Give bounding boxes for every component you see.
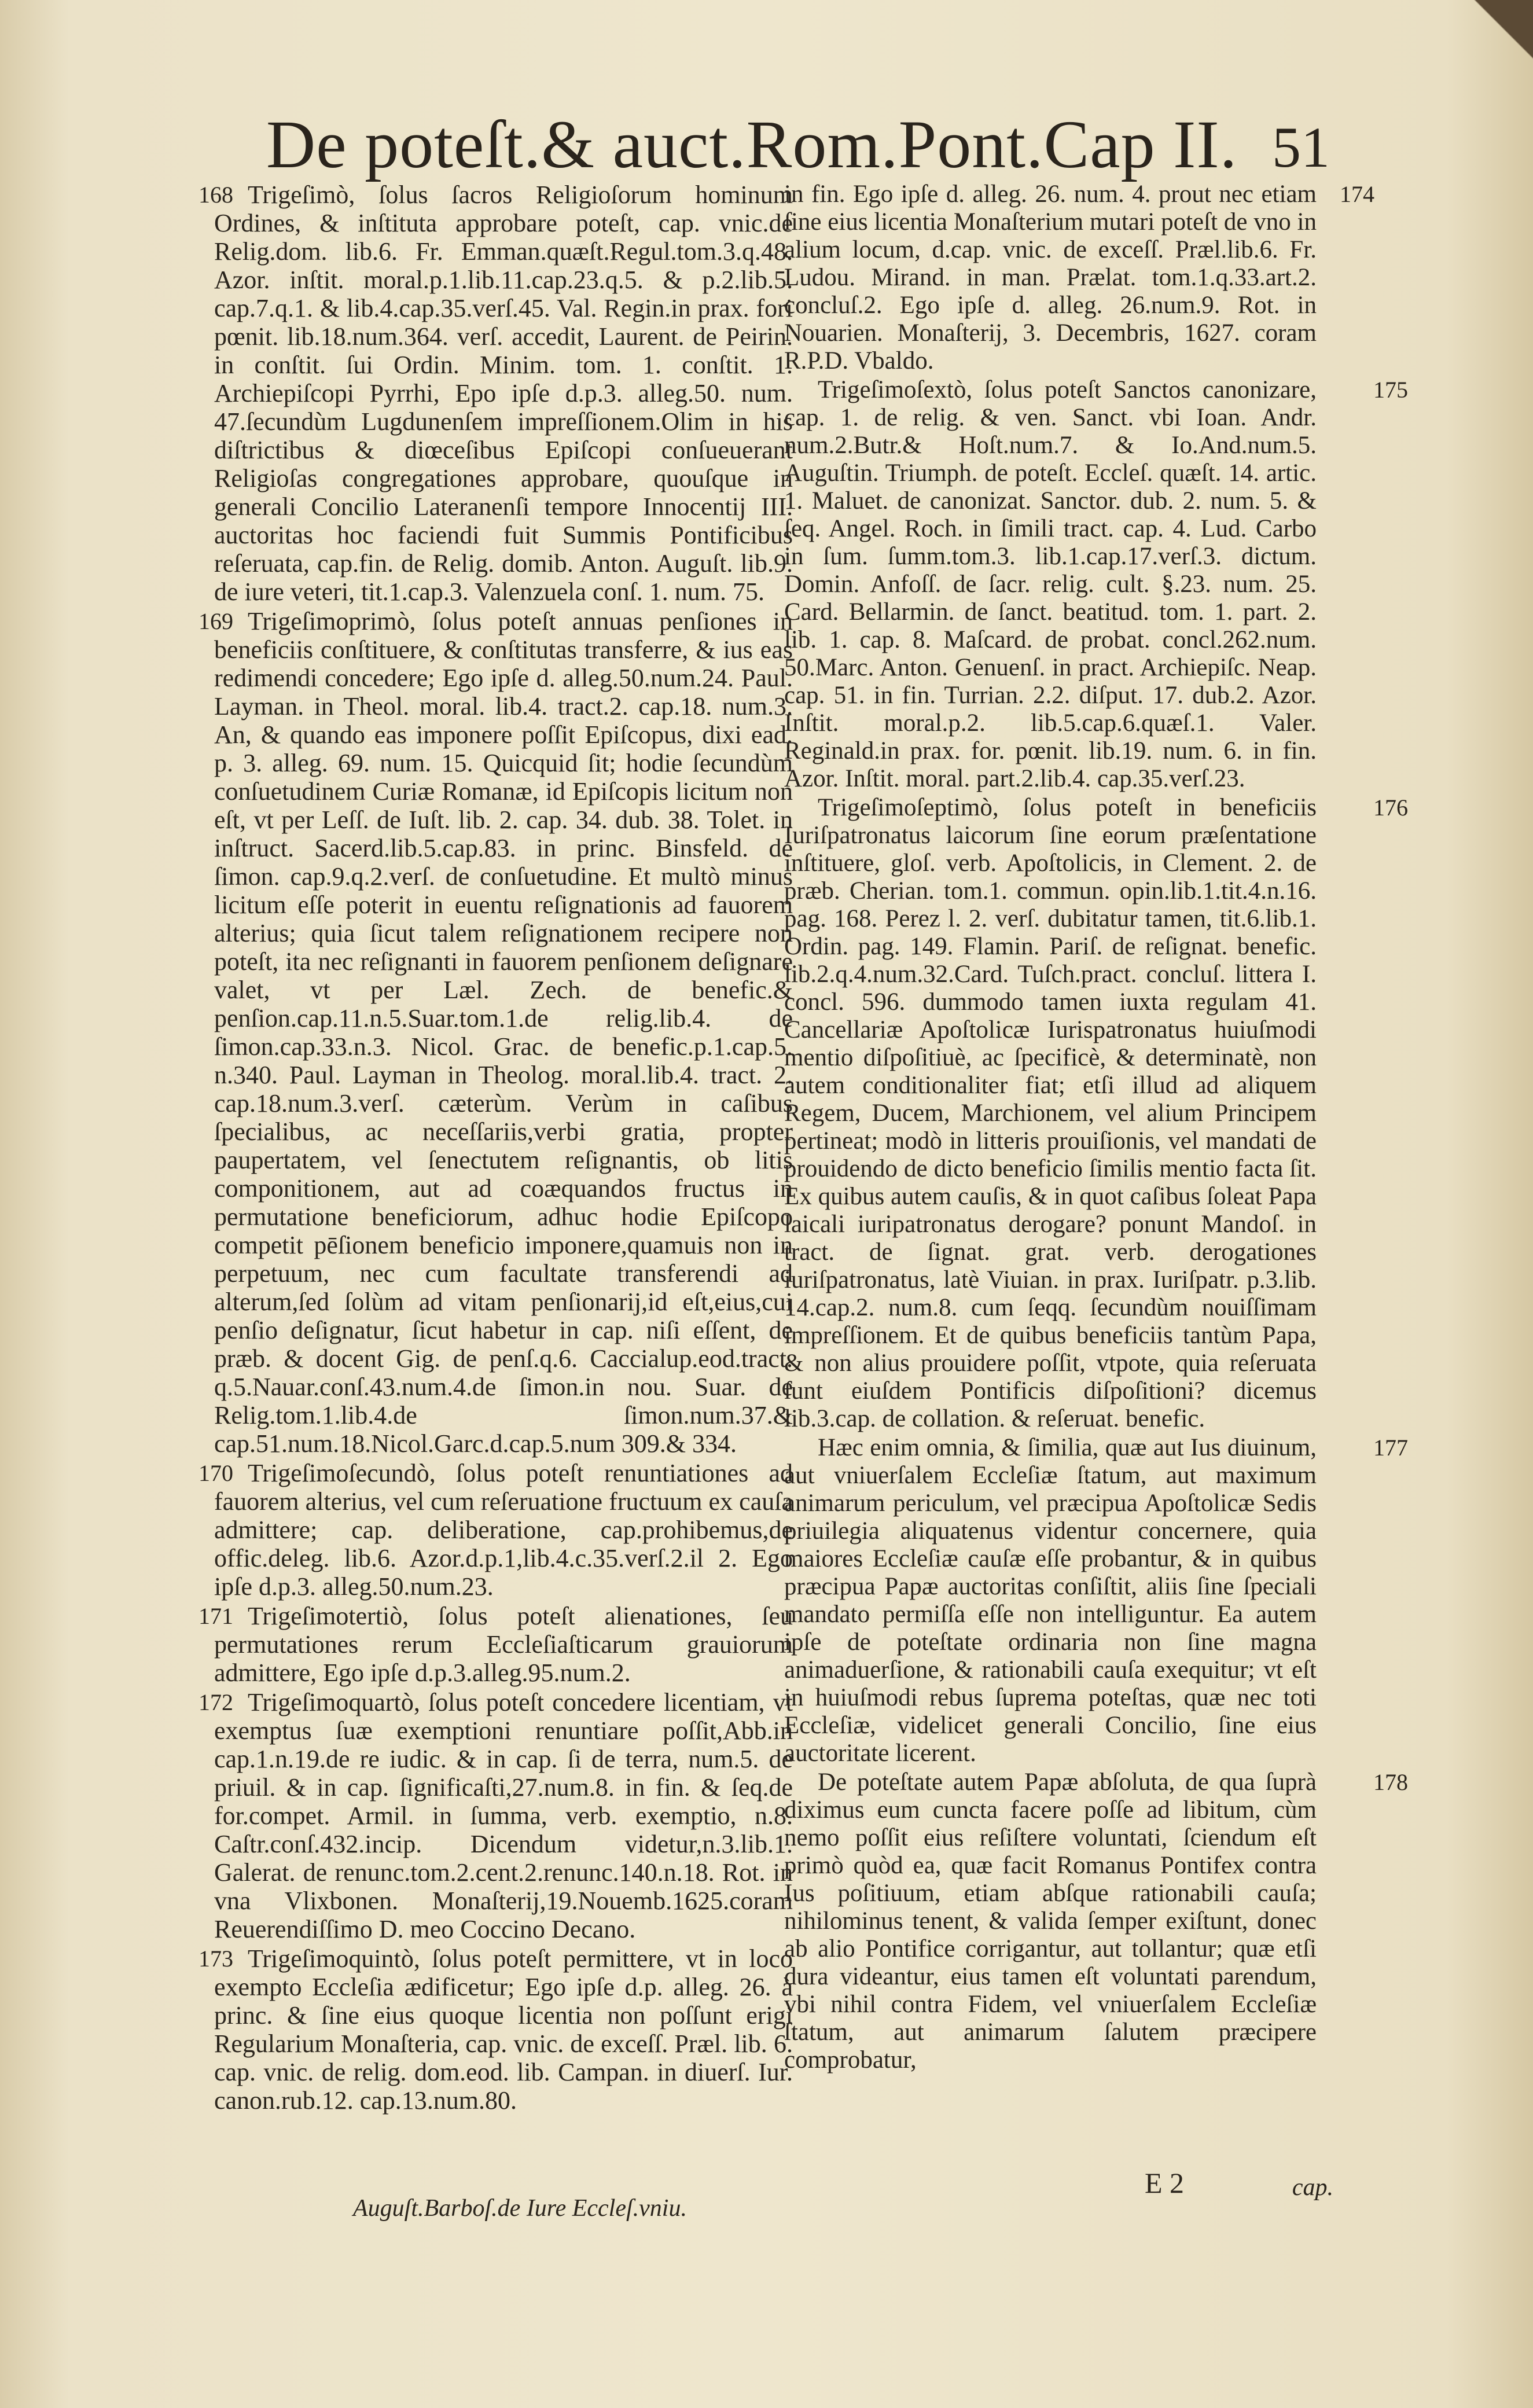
- catchword: cap.: [1292, 2174, 1333, 2201]
- marginal-number: 170: [198, 1460, 233, 1486]
- paragraph-text: Trigeſimotertiò, ſolus poteſt alienationes, ſeu permutationes rerum Eccleſiaſticarum grauiorum admittere, Ego ipſe d.p.3.alleg.95.num.2.: [214, 1602, 793, 1687]
- paragraph-173: [198, 1944, 793, 2115]
- marginal-number: 173: [198, 1946, 233, 1972]
- paragraph-175: [784, 376, 1408, 793]
- paragraph-171: [198, 1602, 793, 1687]
- marginal-number: 169: [198, 608, 233, 634]
- paragraph-177: [784, 1434, 1408, 1767]
- paragraph-text: Trigeſimoquartò, ſolus poteſt concedere licentiam, vt exemptus ſuæ exemptioni renuntiare poſſit,Abb.in cap.1.n.19.de re iudic. & in cap. ſi de terra, num.5. de priuil. & in cap. ſignificaſti,27.num.8. in fin. & ſeq.de for.compet. Armil. in ſumma, verb. exemptio, n.8. Caſtr.conſ.432.incip. Dicendum videtur,n.3.lib.1. Galerat. de renunc.tom.2.cent.2.renunc.140.n.18. Rot. in vna Vlixbonen. Monaſterij,19.Nouemb.1625.coram Reuerendiſſimo D. meo Coccino Decano.: [214, 1688, 793, 1943]
- paragraph-text: in fin. Ego ipſe d. alleg. 26. num. 4. prout nec etiam ſine eius licentia Monaſterium mutari poteſt de vno in alium locum, d.cap. vnic. de exceſſ. Præl.lib.6. Fr. Ludou. Mirand. in man. Prælat. tom.1.q.33.art.2. concluſ.2. Ego ipſe d. alleg. 26.num.9. Rot. in Nouarien. Monaſterij, 3. Decembris, 1627. coram R.P.D. Vbaldo.: [784, 181, 1317, 374]
- marginal-number: 176: [1373, 795, 1408, 821]
- marginal-number: 178: [1373, 1769, 1408, 1795]
- paragraph-170: [198, 1459, 793, 1601]
- paragraph-169: [198, 607, 793, 1458]
- marginal-number: 172: [198, 1689, 233, 1715]
- paragraph-172: [198, 1688, 793, 1943]
- marginal-number: 174: [1340, 181, 1374, 207]
- paragraph-text: Trigeſimoſextò, ſolus poteſt Sanctos canonizare, cap. 1. de relig. & ven. Sanct. vbi Ioan. Andr. num.2.Butr.& Hoſt.num.7. & Io.And.num.5. Auguſtin. Triumph. de poteſt. Eccleſ. quæſt. 14. artic. 1. Maluet. de canonizat. Sanctor. dub. 2. num. 5. & ſeq. Angel. Roch. in ſimili tract. cap. 4. Lud. Carbo in ſum. ſumm.tom.3. lib.1.cap.17.verſ.3. dictum. Domin. Anfoſſ. de ſacr. relig. cult. §.23. num. 25. Card. Bellarmin. de ſanct. beatitud. tom. 1. part. 2. lib. 1. cap. 8. Maſcard. de probat. concl.262.num. 50.Marc. Anton. Genuenſ. in pract. Archiepiſc. Neap. cap. 51. in fin. Turrian. 2.2. diſput. 17. dub.2. Azor. Inſtit. moral.p.2. lib.5.cap.6.quæſ.1. Valer. Reginald.in prax. for. pœnit. lib.19. num. 6. in fin. Azor. Inſtit. moral. part.2.lib.4. cap.35.verſ.23.: [784, 376, 1317, 792]
- paragraph-text: Trigeſimò, ſolus ſacros Religioſorum hominum Ordines, & inſtituta approbare poteſt, cap. vnic.de Relig.dom. lib.6. Fr. Emman.quæſt.Regul.tom.3.q.48. Azor. inſtit. moral.p.1.lib.11.cap.23.q.5. & p.2.lib.5. cap.7.q.1. & lib.4.cap.35.verſ.45. Val. Regin.in prax. fori pœnit. lib.18.num.364. verſ. accedit, Laurent. de Peirin. in conſtit. ſui Ordin. Minim. tom. 1. conſtit. 1. Archiepiſcopi Pyrrhi, Epo ipſe d.p.3. alleg.50. num. 47.ſecundùm Lugdunenſem impreſſionem.Olim in his diſtrictibus & diœceſibus Epiſcopi conſueuerant Religioſas congregationes approbare, quouſque in generali Concilio Lateranenſi tempore Innocentij III. auctoritas hoc faciendi fuit Summis Pontificibus reſeruata, cap.fin. de Relig. domib. Anton. Auguſt. lib.9. de iure veteri, tit.1.cap.3. Valenzuela conſ. 1. num. 75.: [214, 181, 793, 606]
- running-title: De poteſt.& auct.Rom.Pont.Cap II.: [266, 106, 1238, 182]
- page-number: 51: [1272, 115, 1330, 179]
- left-column: [198, 181, 793, 2115]
- page-corner-shadow: [1435, 0, 1533, 93]
- paragraph-text: Hæc enim omnia, & ſimilia, quæ aut Ius diuinum, aut vniuerſalem Eccleſiæ ſtatum, aut maximum animarum periculum, vel præcipua Apoſtolicæ Sedis priuilegia aliquatenus videntur concernere, quia maiores Eccleſiæ cauſæ eſſe probantur, & in quibus præcipua Papæ auctoritas conſiſtit, aliis ſine ſpeciali mandato permiſſa eſſe non intelliguntur. Ea autem ipſe de poteſtate ordinaria non ſine magna animaduerſione, & rationabili cauſa exequitur; vt eſt in huiuſmodi rebus ſuprema poteſtas, quæ nec toti Eccleſiæ, videlicet generali Concilio, ſine eius auctoritate licerent.: [784, 1434, 1317, 1767]
- paragraph-174: [784, 181, 1374, 375]
- paragraph-178: [784, 1769, 1408, 2074]
- marginal-number: 171: [198, 1603, 233, 1629]
- paragraph-176: [784, 794, 1408, 1433]
- paragraph-text: Trigeſimoquintò, ſolus poteſt permittere, vt in loco exempto Eccleſia ædificetur; Ego ipſe d.p. alleg. 26. à princ. & ſine eius quoque licentia non poſſunt erigi Regularium Monaſteria, cap. vnic. de exceſſ. Præl. lib. 6. cap. vnic. de relig. dom.eod. lib. Campan. in diuerſ. Iur. canon.rub.12. cap.13.num.80.: [214, 1944, 793, 2115]
- paragraph-text: Trigeſimoſecundò, ſolus poteſt renuntiationes ad fauorem alterius, vel cum reſeruatione fructuum ex cauſa admittere; cap. deliberatione, cap.prohibemus,de offic.deleg. lib.6. Azor.d.p.1,lib.4.c.35.verſ.2.il 2. Ego ipſe d.p.3. alleg.50.num.23.: [214, 1459, 793, 1601]
- footer-author-line: Auguſt.Barboſ.de Iure Eccleſ.vniu.: [353, 2195, 687, 2222]
- paragraph-text: De poteſtate autem Papæ abſoluta, de qua ſuprà diximus eum cuncta facere poſſe ad libitum, cùm nemo poſſit eius reſiſtere voluntati, ſciendum eſt primò quòd ea, quæ facit Romanus Pontifex contra Ius poſitiuum, etiam abſque rationabili cauſa; nihilominus tenent, & valida ſemper exiſtunt, donec ab alio Pontifice corrigantur, aut tollantur; quæ etſi dura videantur, eius tamen eſt voluntati parendum, vbi nihil contra Fidem, vel vniuerſalem Eccleſiæ ſtatum, aut animarum ſalutem præcipere comprobatur,: [784, 1769, 1317, 2074]
- paragraph-text: Trigeſimoſeptimò, ſolus poteſt in beneficiis Iuriſpatronatus laicorum ſine eorum præſentatione inſtituere, gloſ. verb. Apoſtolicis, in Clement. 2. de præb. Cherian. tom.1. commun. opin.lib.1.tit.4.n.16. pag. 168. Perez l. 2. verſ. dubitatur tamen, tit.6.lib.1. Ordin. pag. 149. Flamin. Pariſ. de reſignat. benefic. lib.2.q.4.num.32.Card. Tuſch.pract. concluſ. littera I. concl. 596. dummodo tamen iuxta regulam 41. Cancellariæ Apoſtolicæ Iurispatronatus huiuſmodi mentio diſpoſitiuè, ac ſpecificè, & determinatè, non autem conditionaliter fiat; etſi illud ad aliquem Regem, Ducem, Marchionem, vel alium Principem pertineat; modò in litteris prouiſionis, vel mandati de prouidendo de dicto beneficio ſimilis mentio facta ſit. Ex quibus autem cauſis, & in quot caſibus ſoleat Papa laicali iuripatronatus derogare? ponunt Mandoſ. in tract. de ſignat. grat. verb. derogationes iuriſpatronatus, latè Viuian. in prax. Iuriſpatr. p.3.lib. 14.cap.2. num.8. cum ſeqq. ſecundùm nouiſſimam impreſſionem. Et de quibus beneficiis tantùm Papa, & non alius prouidere poſſit, vtpote, quia reſeruata ſunt eiuſdem Pontificis diſpoſitioni? dicemus lib.3.cap. de collation. & reſeruat. benefic.: [784, 794, 1317, 1432]
- paragraph-168: [198, 181, 793, 606]
- marginal-number: 175: [1373, 377, 1408, 403]
- right-column: [784, 181, 1408, 2074]
- marginal-number: 168: [198, 182, 233, 208]
- paragraph-text: Trigeſimoprimò, ſolus poteſt annuas penſiones in beneficiis conſtituere, & conſtitutas transferre, & ius eas redimendi concedere; Ego ipſe d. alleg.50.num.24. Paul. Layman. in Theol. moral. lib.4. tract.2. cap.18. num.3. An, & quando eas imponere poſſit Epiſcopus, dixi ead. p. 3. alleg. 69. num. 15. Quicquid ſit; hodie ſecundùm conſuetudinem Curiæ Romanæ, id Epiſcopis licitum non eſt, vt per Leſſ. de Iuſt. lib. 2. cap. 34. dub. 38. Tolet. in inſtruct. Sacerd.lib.5.cap.83. in princ. Binsfeld. de ſimon. cap.9.q.2.verſ. de conſuetudine. Et multò minus licitum eſſe poterit in euentu reſignationis ad fauorem alterius; quia ſicut talem reſignationem recipere non poteſt, ita nec reſignanti in fauorem penſionem deſignare valet, vt per Læl. Zech. de benefic.& penſion.cap.11.n.5.Suar.tom.1.de relig.lib.4. de ſimon.cap.33.n.3. Nicol. Grac. de benefic.p.1.cap.5. n.340. Paul. Layman in Theolog. moral.lib.4. tract. 2. cap.18.num.3.verſ. cæterùm. Verùm in caſibus ſpecialibus, ac neceſſariis,verbi gratia, propter paupertatem, vel ſenectutem reſignantis, ob litis componitionem, aut ad coæquandos fructus in permutatione beneficiorum, adhuc hodie Epiſcopo competit pēſionem beneficio imponere,quamuis non in perpetuum, nec cum facultate transferendi ad alterum,ſed ſolùm ad vitam penſionarij,id eſt,eius,cui penſio deſignatur, ſicut habetur in cap. niſi eſſent, de præb. & docent Gig. de penſ.q.6. Caccialup.eod.tract. q.5.Nauar.conſ.43.num.4.de ſimon.in nou. Suar. de Relig.tom.1.lib.4.de ſimon.num.37.& cap.51.num.18.Nicol.Garc.d.cap.5.num 309.& 334.: [214, 607, 793, 1458]
- signature-mark: E 2: [1145, 2167, 1185, 2199]
- marginal-number: 177: [1373, 1435, 1408, 1461]
